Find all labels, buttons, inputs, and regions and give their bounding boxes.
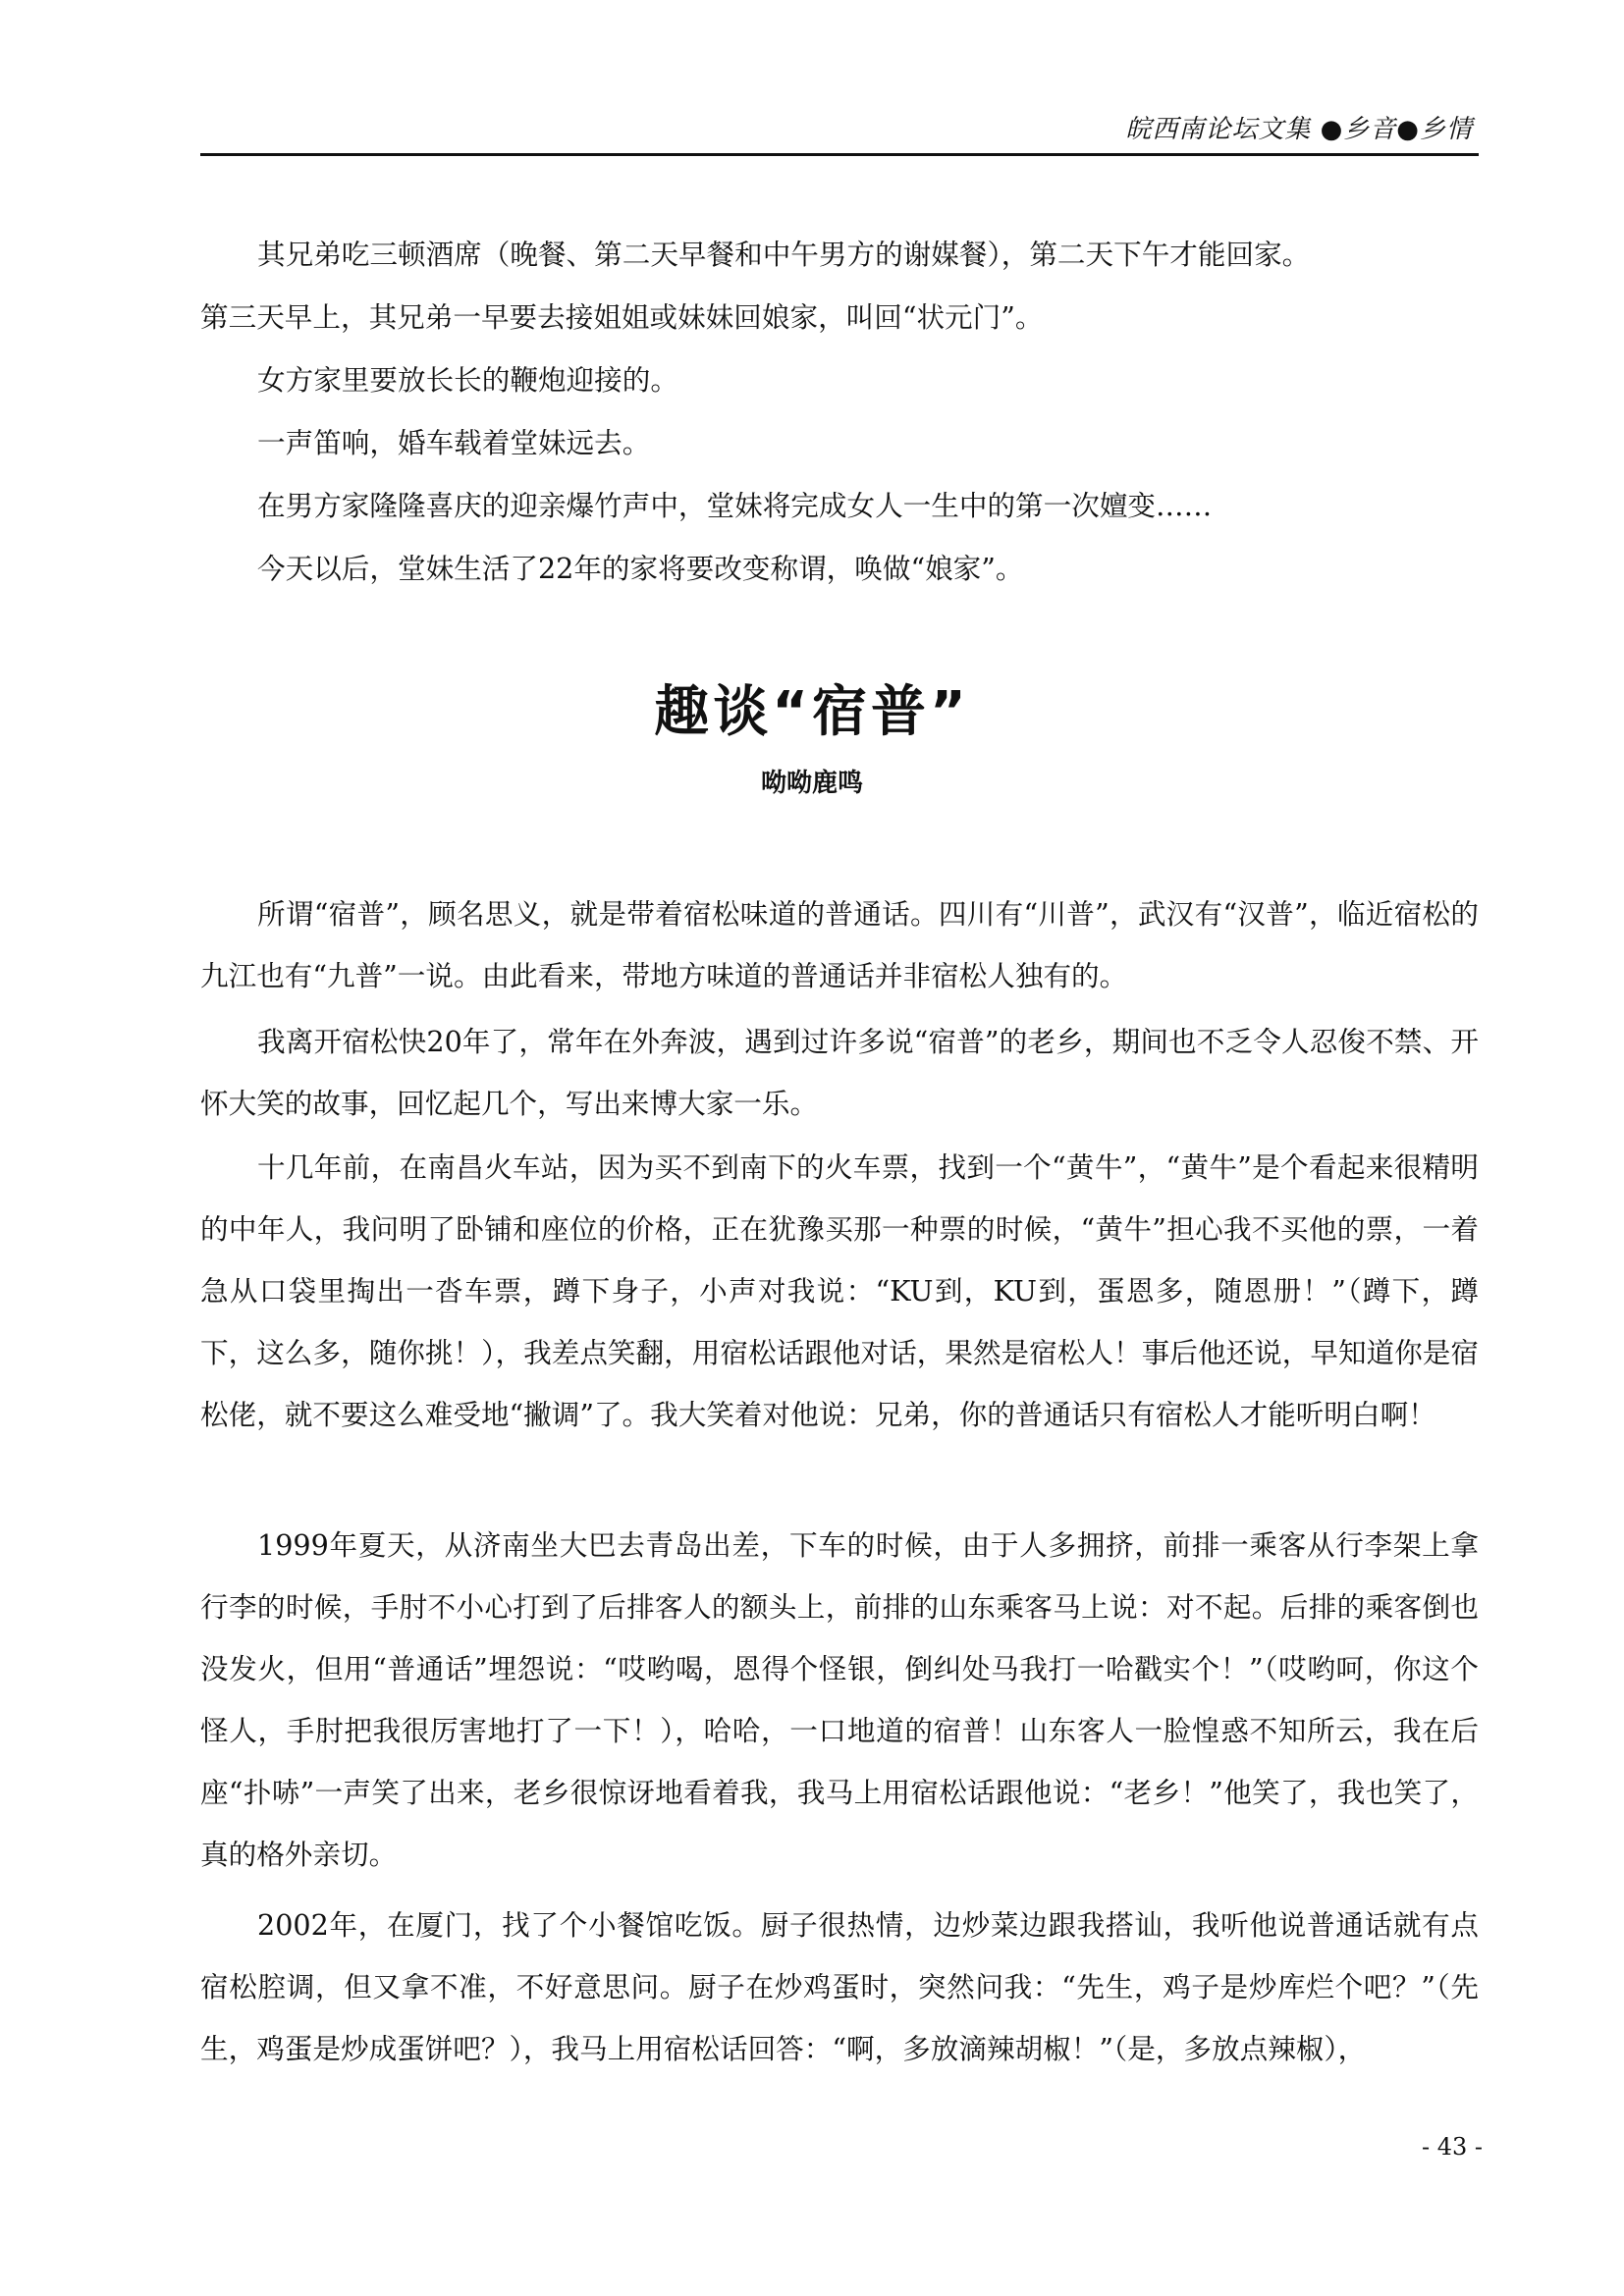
previous-article-paragraph: 第三天早上，其兄弟一早要去接姐姐或妹妹回娘家，叫回“状元门”。 bbox=[200, 300, 1044, 334]
previous-article-paragraph: 女方家里要放长长的鞭炮迎接的。 bbox=[257, 363, 678, 397]
previous-article-paragraph: 一声笛响，婚车载着堂妹远去。 bbox=[257, 426, 651, 459]
previous-article-paragraph: 在男方家隆隆喜庆的迎亲爆竹声中，堂妹将完成女人一生中的第一次嬗变…… bbox=[257, 489, 1213, 522]
previous-article-paragraph: 今天以后，堂妹生活了22年的家将要改变称谓，唤做“娘家”。 bbox=[257, 552, 1024, 585]
article-paragraph: 十几年前，在南昌火车站，因为买不到南下的火车票，找到一个“黄牛”，“黄牛”是个看起来很精明的中年人，我问明了卧铺和座位的价格，正在犹豫买那一种票的时候，“黄牛”担心我不买他的票，一着急从口袋里掏出一沓车票，蹲下身子，小声对我说：“KU到，KU到，蛋恩多，随恩册！”（蹲下，蹲下，这么多，随你挑！），我差点笑翻，用宿松话跟他对话，果然是宿松人！事后他还说，早知道你是宿松佬，就不要这么难受地“撇调”了。我大笑着对他说：兄弟，你的普通话只有宿松人才能听明白啊！ bbox=[200, 1150, 1479, 1431]
previous-article-paragraph: 其兄弟吃三顿酒席（晚餐、第二天早餐和中午男方的谢媒餐），第二天下午才能回家。 bbox=[257, 238, 1311, 271]
article-paragraph: 2002年，在厦门，找了个小餐馆吃饭。厨子很热情，边炒菜边跟我搭讪，我听他说普通话就有点宿松腔调，但又拿不准，不好意思问。厨子在炒鸡蛋时，突然问我：“先生，鸡子是炒库烂个吧？”（先生，鸡蛋是炒成蛋饼吧？），我马上用宿松话回答：“啊，多放滴辣胡椒！”（是，多放点辣椒）， bbox=[200, 1908, 1479, 2065]
article-paragraph: 我离开宿松快20年了，常年在外奔波，遇到过许多说“宿普”的老乡，期间也不乏令人忍俊不禁、开怀大笑的故事，回忆起几个，写出来博大家一乐。 bbox=[200, 1025, 1479, 1120]
article-author: 呦呦鹿鸣 bbox=[760, 769, 863, 798]
running-header bbox=[200, 110, 1479, 156]
page-number: - 43 - bbox=[1421, 2133, 1483, 2161]
running-header-text: 皖西南论坛文集 ●乡音●乡情 bbox=[1125, 115, 1473, 144]
article-paragraph: 1999年夏天，从济南坐大巴去青岛出差，下车的时候，由于人多拥挤，前排一乘客从行李架上拿行李的时候，手肘不小心打到了后排客人的额头上，前排的山东乘客马上说：对不起。后排的乘客倒也没发火，但用“普通话”埋怨说：“哎哟喝，恩得个怪银，倒纠处马我打一哈戳实个！”（哎哟呵，你这个怪人，手肘把我很厉害地打了一下！），哈哈，一口地道的宿普！山东客人一脸惶惑不知所云，我在后座“扑哧”一声笑了出来，老乡很惊讶地看着我，我马上用宿松话跟他说：“老乡！”他笑了，我也笑了，真的格外亲切。 bbox=[200, 1528, 1479, 1871]
article-title: 趣谈“宿普” bbox=[654, 680, 970, 744]
article-paragraph: 所谓“宿普”，顾名思义，就是带着宿松味道的普通话。四川有“川普”，武汉有“汉普”，临近宿松的九江也有“九普”一说。由此看来，带地方味道的普通话并非宿松人独有的。 bbox=[200, 897, 1479, 992]
